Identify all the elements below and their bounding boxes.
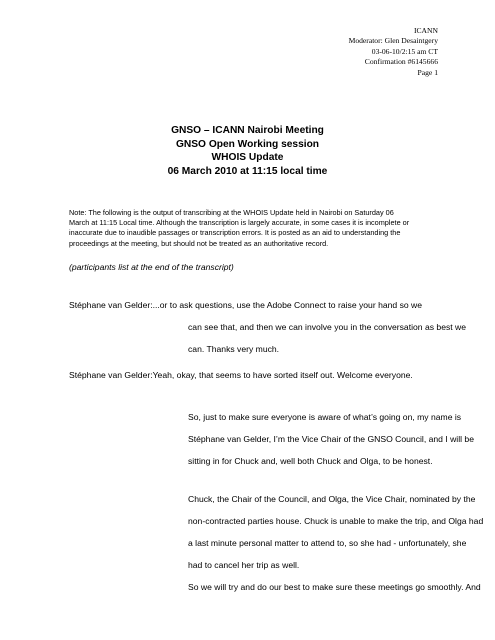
transcript-paragraph-3 — [188, 576, 481, 598]
title-line-4: 06 March 2010 at 11:15 local time — [167, 165, 328, 177]
para-3-line-1: So we will try and do our best to make sure these meetings go smoothly. And — [188, 582, 481, 592]
para-2-line-2: non-contracted parties house. Chuck is unable to make the trip, and Olga had — [188, 516, 484, 526]
transcript-paragraph-1 — [188, 406, 474, 472]
note-line-4: proceedings at the meeting, but should not be treated as an authoritative record. — [69, 238, 329, 248]
header-org: ICANN — [413, 26, 438, 35]
title-line-3: WHOIS Update — [211, 152, 284, 164]
title-line-1: GNSO – ICANN Nairobi Meeting — [171, 125, 324, 136]
para-1-line-3: sitting in for Chuck and, well both Chuck and Olga, to be honest. — [188, 456, 433, 466]
note-line-2: March at 11:15 Local time. Although the transcription is largely accurate, in some cases it is incomplete or — [69, 218, 410, 228]
entry-1-line-3: can. Thanks very much. — [188, 344, 280, 354]
para-2-line-3: a last minute personal matter to attend to, so she had - unfortunately, she — [188, 538, 467, 548]
header-datetime: 03-06-10/2:15 am CT — [371, 46, 438, 56]
para-1-line-1: So, just to make sure everyone is aware of what’s going on, my name is — [188, 412, 462, 422]
title-line-2: GNSO Open Working session — [175, 138, 320, 150]
entry-1-line-2: can see that, and then we can involve you in the conversation as best we — [188, 322, 467, 332]
header-moderator: Moderator: Glen Desaintgery — [348, 36, 438, 46]
participants-note: (participants list at the end of the transcript) — [69, 262, 234, 272]
header-confirmation: Confirmation #6145666 — [364, 57, 438, 67]
transcript-paragraph-2 — [188, 488, 484, 576]
note-line-3: inaccurate due to inaudible passages or transcription errors. It is posted as an aid to understanding the — [69, 228, 401, 238]
transcription-note — [69, 208, 431, 249]
para-1-line-2: Stéphane van Gelder, I’m the Vice Chair of the GNSO Council, and I will be — [188, 434, 474, 444]
para-2-line-1: Chuck, the Chair of the Council, and Olga, the Vice Chair, nominated by the — [188, 494, 476, 504]
document-title — [0, 124, 495, 178]
transcript-entry-2-speaker-line: Stéphane van Gelder:Yeah, okay, that seems to have sorted itself out. Welcome everyone. — [69, 370, 413, 380]
page-header — [349, 26, 438, 78]
transcript-entry-1-continuation — [188, 316, 467, 360]
note-line-1: Note: The following is the output of transcribing at the WHOIS Update held in Nairobi on Saturday 06 — [69, 208, 394, 217]
transcript-entry-1-speaker-line: Stéphane van Gelder:...or to ask questions, use the Adobe Connect to raise your hand so we — [69, 300, 423, 310]
header-page-number: Page 1 — [417, 67, 438, 77]
para-2-line-4: had to cancel her trip as well. — [188, 560, 300, 570]
